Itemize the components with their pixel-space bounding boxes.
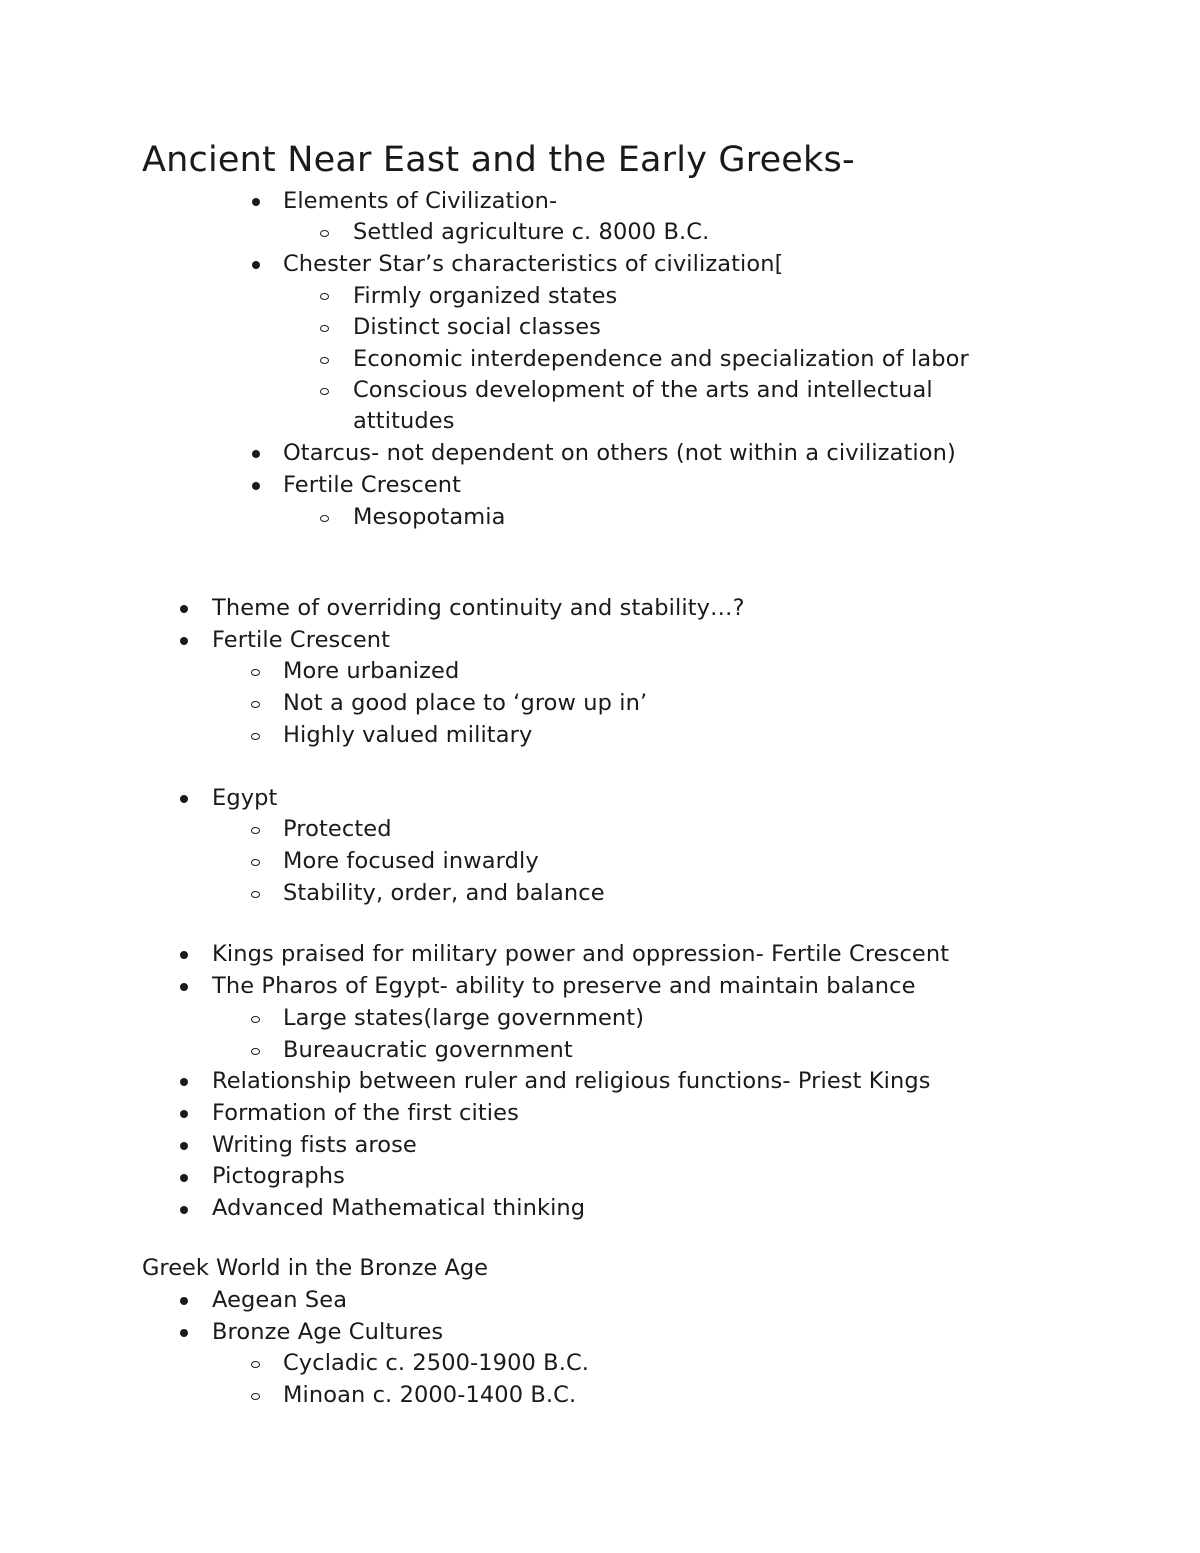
bullet-icon xyxy=(180,605,188,613)
list-item: Bronze Age Cultures xyxy=(212,1319,444,1345)
list-item: Kings praised for military power and oppression- Fertile Crescent xyxy=(212,941,950,967)
list-item: Relationship between ruler and religious functions- Priest Kings xyxy=(212,1068,931,1094)
list-item-continuation: attitudes xyxy=(353,408,455,434)
list-item: Conscious development of the arts and intellectual xyxy=(353,377,933,403)
list-item: Protected xyxy=(283,816,392,842)
bullet-icon xyxy=(252,482,260,490)
list-item: Theme of overriding continuity and stability…? xyxy=(212,595,745,621)
list-item: Advanced Mathematical thinking xyxy=(212,1195,586,1221)
sub-bullet-icon xyxy=(320,293,329,300)
sub-bullet-icon xyxy=(320,230,329,237)
bullet-icon xyxy=(180,795,188,803)
sub-bullet-icon xyxy=(251,1048,260,1055)
bullet-icon xyxy=(252,261,260,269)
list-item: Pictographs xyxy=(212,1163,345,1189)
sub-bullet-icon xyxy=(320,515,329,522)
page-title: Ancient Near East and the Early Greeks- xyxy=(142,140,855,180)
list-item: The Pharos of Egypt- ability to preserve and maintain balance xyxy=(212,973,916,999)
list-item: Distinct social classes xyxy=(353,314,601,340)
list-item: Not a good place to ‘grow up in’ xyxy=(283,690,648,716)
list-item: Settled agriculture c. 8000 B.C. xyxy=(353,219,710,245)
list-item: More urbanized xyxy=(283,658,460,684)
list-item: Elements of Civilization- xyxy=(283,188,558,214)
sub-bullet-icon xyxy=(251,827,260,834)
bullet-icon xyxy=(180,1206,188,1214)
list-item: Writing fists arose xyxy=(212,1132,417,1158)
bullet-icon xyxy=(180,1297,188,1305)
list-item: Economic interdependence and specialization of labor xyxy=(353,346,969,372)
list-item: Formation of the first cities xyxy=(212,1100,519,1126)
list-item: More focused inwardly xyxy=(283,848,539,874)
sub-bullet-icon xyxy=(251,701,260,708)
list-item: Otarcus- not dependent on others (not within a civilization) xyxy=(283,440,956,466)
list-item: Fertile Crescent xyxy=(283,472,462,498)
sub-bullet-icon xyxy=(251,1393,260,1400)
list-item: Large states(large government) xyxy=(283,1005,645,1031)
section-heading: Greek World in the Bronze Age xyxy=(142,1255,488,1281)
list-item: Aegean Sea xyxy=(212,1287,348,1313)
bullet-icon xyxy=(180,951,188,959)
list-item: Chester Star’s characteristics of civilization[ xyxy=(283,251,784,277)
list-item: Stability, order, and balance xyxy=(283,880,605,906)
bullet-icon xyxy=(252,450,260,458)
sub-bullet-icon xyxy=(251,1361,260,1368)
bullet-icon xyxy=(252,198,260,206)
bullet-icon xyxy=(180,983,188,991)
bullet-icon xyxy=(180,637,188,645)
sub-bullet-icon xyxy=(251,669,260,676)
bullet-icon xyxy=(180,1174,188,1182)
sub-bullet-icon xyxy=(320,325,329,332)
list-item: Highly valued military xyxy=(283,722,533,748)
list-item: Bureaucratic government xyxy=(283,1037,573,1063)
list-item: Minoan c. 2000-1400 B.C. xyxy=(283,1382,577,1408)
sub-bullet-icon xyxy=(251,891,260,898)
bullet-icon xyxy=(180,1078,188,1086)
sub-bullet-icon xyxy=(320,388,329,395)
sub-bullet-icon xyxy=(251,1016,260,1023)
list-item: Egypt xyxy=(212,785,278,811)
list-item: Mesopotamia xyxy=(353,504,506,530)
list-item: Cycladic c. 2500-1900 B.C. xyxy=(283,1350,590,1376)
list-item: Fertile Crescent xyxy=(212,627,391,653)
list-item: Firmly organized states xyxy=(353,283,618,309)
sub-bullet-icon xyxy=(251,733,260,740)
bullet-icon xyxy=(180,1110,188,1118)
bullet-icon xyxy=(180,1142,188,1150)
bullet-icon xyxy=(180,1329,188,1337)
sub-bullet-icon xyxy=(320,357,329,364)
sub-bullet-icon xyxy=(251,859,260,866)
